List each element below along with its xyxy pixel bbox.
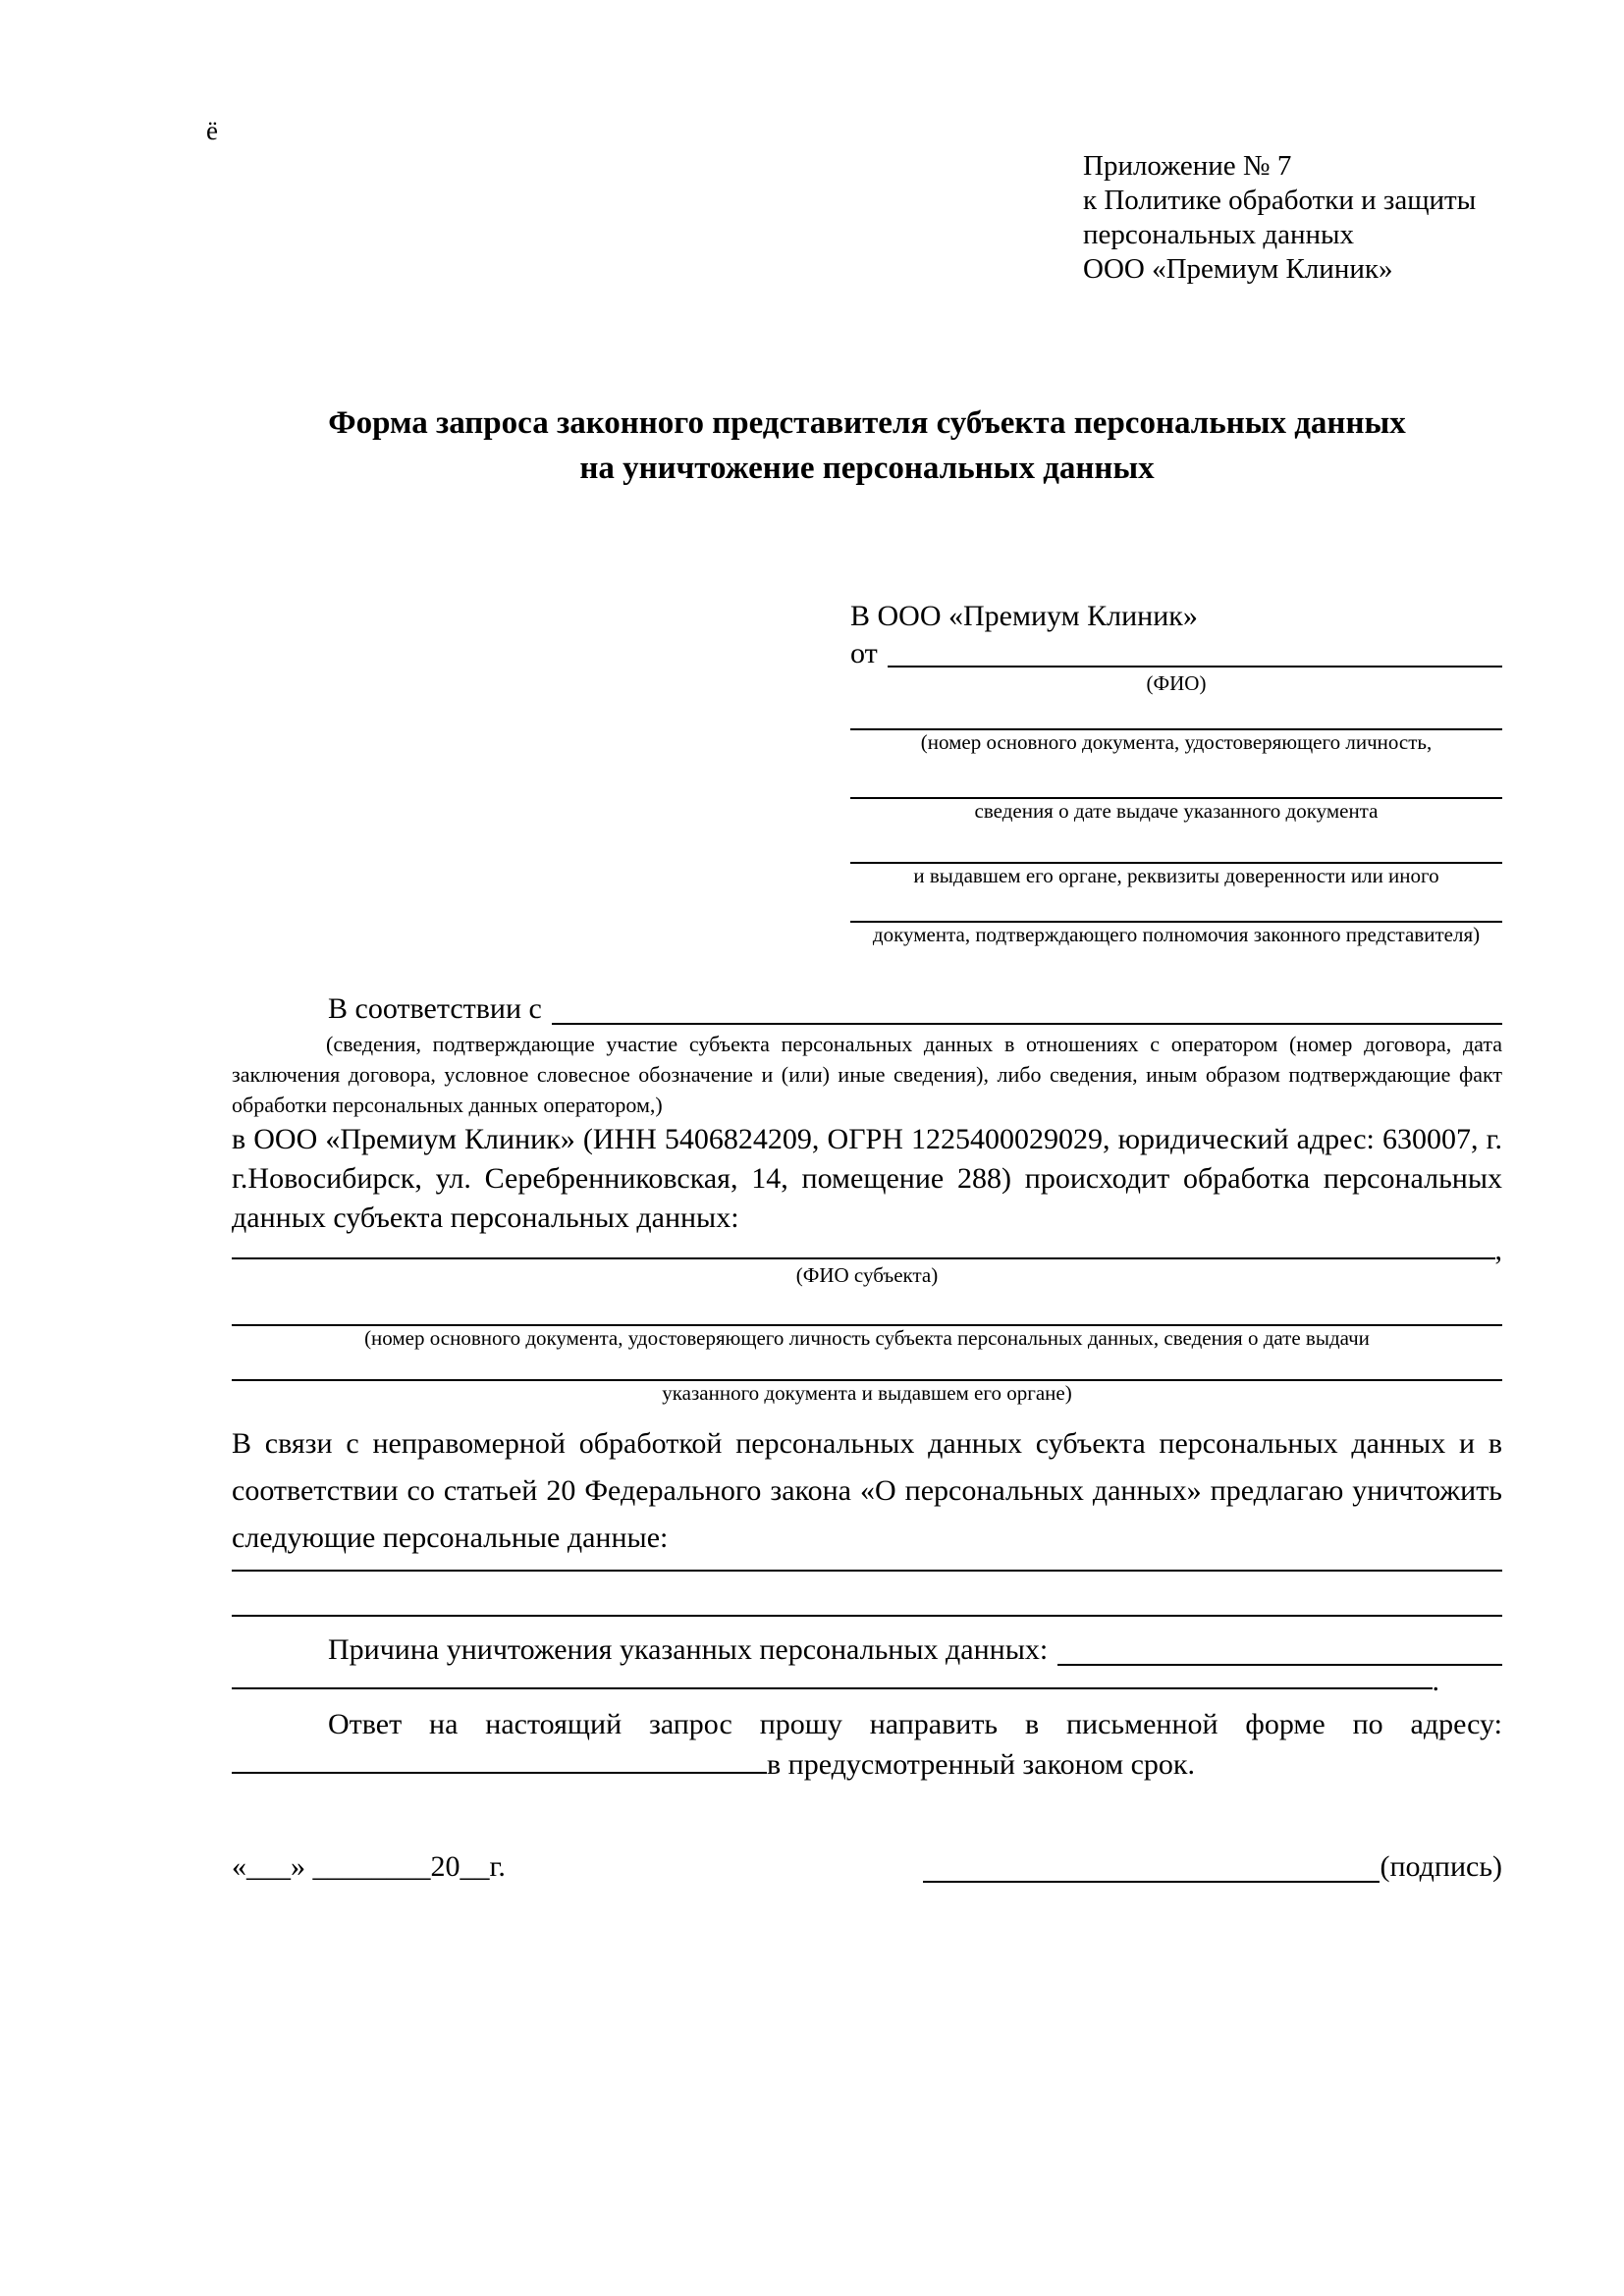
subject-doc-caption-2: указанного документа и выдавшем его органе) bbox=[662, 1381, 1072, 1405]
issuing-authority-blank-field bbox=[850, 823, 1502, 864]
reason-blank-field-2 bbox=[232, 1670, 1433, 1689]
data-to-destroy-blank-field-1 bbox=[232, 1562, 1502, 1572]
demand-paragraph: В связи с неправомерной обработкой персональных данных субъекта персональных данных и в соответствии со статьей 20 Федерального закона «О персональных данных» предлагаю уничтожить следующие персональные данные: bbox=[232, 1427, 1502, 1554]
document-content bbox=[232, 0, 1502, 1887]
annex-header bbox=[1083, 149, 1502, 287]
signature-caption: (подпись) bbox=[1380, 1850, 1502, 1883]
reply-lead: Ответ на настоящий запрос прошу направить в письменной форме по адресу: bbox=[328, 1708, 1502, 1740]
doc-issue-date-caption: сведения о дате выдаче указанного документа bbox=[974, 799, 1379, 823]
reason-row bbox=[232, 1630, 1502, 1670]
annex-line-2: к Политике обработки и защиты bbox=[1083, 185, 1477, 216]
reply-address-blank-field bbox=[232, 1744, 767, 1774]
signature-blank-field bbox=[923, 1847, 1380, 1883]
reason-continuation-row bbox=[232, 1665, 1502, 1697]
subject-fio-row bbox=[232, 1234, 1502, 1266]
trailing-comma: , bbox=[1494, 1234, 1502, 1266]
stray-char: ё bbox=[206, 116, 218, 145]
annex-line-1: Приложение № 7 bbox=[1083, 150, 1292, 182]
according-row bbox=[232, 989, 1502, 1029]
subject-doc-caption-1: (номер основного документа, удостоверяющего личность субъекта персональных данных, сведения о дате выдачи bbox=[364, 1326, 1370, 1350]
trailing-period: . bbox=[1432, 1665, 1439, 1697]
document-title bbox=[232, 400, 1502, 491]
subject-fio-blank-field bbox=[232, 1238, 1495, 1259]
operator-paragraph: в ООО «Премиум Клиник» (ИНН 5406824209, ОГРН 1225400029029, юридический адрес: 630007, г. г.Новосибирск, ул. Серебренниковская, 14, помещение 288) происходит обработка персональных данных субъекта персональных данных: bbox=[232, 1123, 1502, 1234]
from-blank-field bbox=[888, 636, 1502, 667]
fio-caption: (ФИО) bbox=[1146, 671, 1207, 695]
annex-line-4: ООО «Премиум Клиник» bbox=[1083, 253, 1393, 285]
from-label: от bbox=[850, 637, 878, 669]
signature-row bbox=[232, 1847, 1502, 1887]
reason-lead: Причина уничтожения указанных персональных данных: bbox=[328, 1633, 1049, 1666]
date-blank: «___» ________20__г. bbox=[232, 1850, 506, 1883]
reason-blank-field bbox=[1057, 1630, 1502, 1666]
annex-line-3: персональных данных bbox=[1083, 219, 1355, 250]
subject-doc-blank-field-2 bbox=[232, 1350, 1502, 1381]
from-row bbox=[850, 636, 1502, 671]
recipient-block bbox=[850, 599, 1502, 946]
representative-doc-number-blank-field bbox=[850, 695, 1502, 730]
representative-doc-number-caption: (номер основного документа, удостоверяющего личность, bbox=[920, 730, 1433, 754]
document-title-line-1: Форма запроса законного представителя субъекта персональных данных bbox=[328, 405, 1406, 441]
according-lead: В соответствии с bbox=[328, 992, 542, 1025]
recipient-organization: В ООО «Премиум Клиник» bbox=[850, 600, 1198, 632]
authority-doc-caption: документа, подтверждающего полномочия законного представителя) bbox=[872, 923, 1481, 946]
doc-issue-date-blank-field bbox=[850, 754, 1502, 799]
data-to-destroy-blank-field-2 bbox=[232, 1572, 1502, 1617]
signature-group bbox=[923, 1847, 1502, 1887]
subject-doc-blank-field bbox=[232, 1287, 1502, 1326]
issuing-authority-caption: и выдавшем его органе, реквизиты доверенности или иного bbox=[913, 864, 1439, 887]
authority-doc-blank-field bbox=[850, 887, 1502, 923]
according-blank-field bbox=[552, 989, 1502, 1025]
document-title-line-2: на уничтожение персональных данных bbox=[579, 451, 1155, 486]
reply-tail: в предусмотренный законом срок. bbox=[767, 1748, 1195, 1781]
according-note: (сведения, подтверждающие участие субъекта персональных данных в отношениях с оператором (номер договора, дата заключения договора, условное словесное обозначение и (или) иные сведения), либо сведения, иным образом подтверждающие факт обработки персональных данных оператором,) bbox=[232, 1032, 1502, 1117]
reply-paragraph bbox=[232, 1705, 1502, 1785]
subject-fio-caption: (ФИО субъекта) bbox=[795, 1263, 939, 1287]
